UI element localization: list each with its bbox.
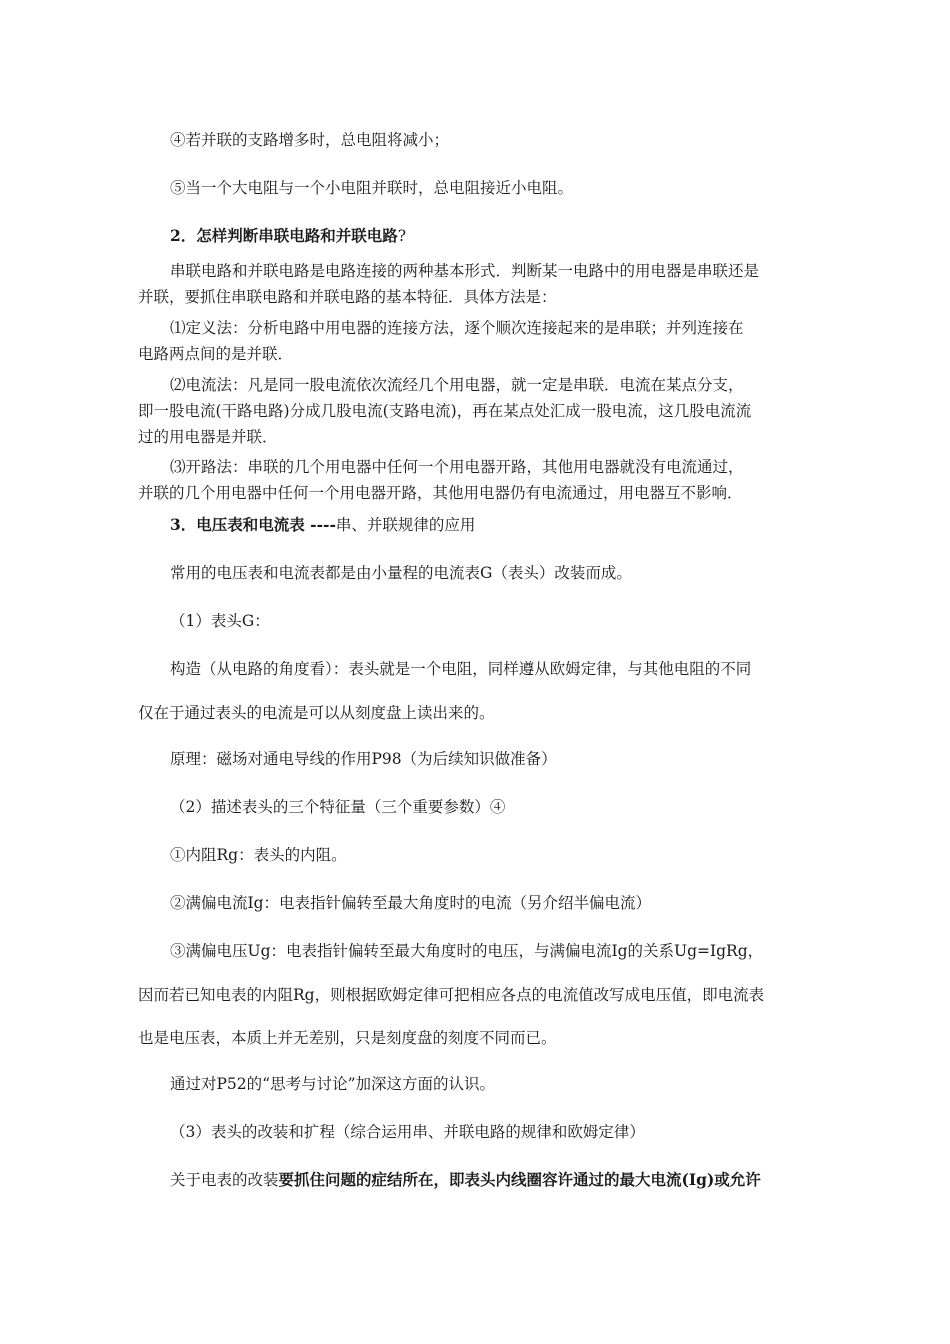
p-param-ug-3: 也是电压表，本质上并无差别，只是刻度盘的刻度不同而已。	[138, 1029, 557, 1047]
p-method-1a: ⑴定义法：分析电路中用电器的连接方法，逐个顺次连接起来的是串联；并列连接在	[170, 319, 744, 337]
heading-2	[170, 224, 406, 246]
p-param-ig: ②满偏电流Ig：电表指针偏转至最大角度时的电流（另介绍半偏电流）	[170, 894, 652, 912]
p-method-2a: ⑵电流法：凡是同一股电流依次流经几个用电器，就一定是串联．电流在某点分支，	[170, 376, 744, 394]
p-meters-intro: 常用的电压表和电流表都是由小量程的电流表G（表头）改装而成。	[170, 564, 632, 582]
p-method-3b: 并联的几个用电器中任何一个用电器开路，其他用电器仍有电流通过，用电器互不影响．	[138, 484, 743, 502]
heading-2-mark: ?	[397, 227, 407, 245]
p-conversion: （3）表头的改装和扩程（综合运用串、并联电路的规律和欧姆定律）	[170, 1123, 645, 1141]
heading-3-rest: 串、并联规律的应用	[335, 516, 476, 534]
p-judge-1: 串联电路和并联电路是电路连接的两种基本形式．判断某一电路中的用电器是串联还是	[170, 262, 760, 280]
p-method-1b: 电路两点间的是并联．	[138, 345, 294, 363]
p-last	[170, 1168, 761, 1190]
p-method-2c: 过的用电器是并联．	[138, 428, 278, 446]
heading-2-text: 2．怎样判断串联电路和并联电路	[170, 226, 398, 245]
p-param-rg: ①内阻Rg：表头的内阻。	[170, 846, 347, 864]
heading-3-bold: 3．电压表和电流表 ----	[170, 515, 336, 534]
p-structure-1: 构造（从电路的角度看）：表头就是一个电阻，同样遵从欧姆定律，与其他电阻的不同	[170, 660, 752, 678]
p-judge-2: 并联，要抓住串联电路和并联电路的基本特征．具体方法是：	[138, 288, 557, 306]
p-structure-2: 仅在于通过表头的电流是可以从刻度盘上读出来的。	[138, 704, 495, 722]
p-parallel-4: ④若并联的支路增多时，总电阻将减小；	[170, 131, 450, 149]
p-p52: 通过对P52的“思考与讨论”加深这方面的认识。	[170, 1075, 496, 1093]
p-param-ug-1: ③满偏电压Ug：电表指针偏转至最大角度时的电压，与满偏电流Ig的关系Ug=IgRg，	[170, 942, 764, 960]
p-last-bold: 要抓住问题的症结所在，即表头内线圈容许通过的最大电流(Ig)或允许	[278, 1170, 761, 1189]
p-method-3a: ⑶开路法：串联的几个用电器中任何一个用电器开路，其他用电器就没有电流通过，	[170, 458, 744, 476]
p-principle: 原理：磁场对通电导线的作用P98（为后续知识做准备）	[170, 750, 557, 768]
p-head-g: （1）表头G：	[170, 612, 270, 630]
p-method-2b: 即一股电流(干路电路)分成几股电流(支路电流)，再在某点处汇成一股电流，这几股电流流	[138, 402, 752, 420]
p-param-ug-2: 因而若已知电表的内阻Rg，则根据欧姆定律可把相应各点的电流值改写成电压值，即电流表	[138, 986, 765, 1004]
heading-3	[170, 513, 475, 535]
p-parallel-5: ⑤当一个大电阻与一个小电阻并联时，总电阻接近小电阻。	[170, 179, 574, 197]
p-params: （2）描述表头的三个特征量（三个重要参数）④	[170, 798, 506, 816]
p-last-normal: 关于电表的改装	[170, 1171, 279, 1189]
